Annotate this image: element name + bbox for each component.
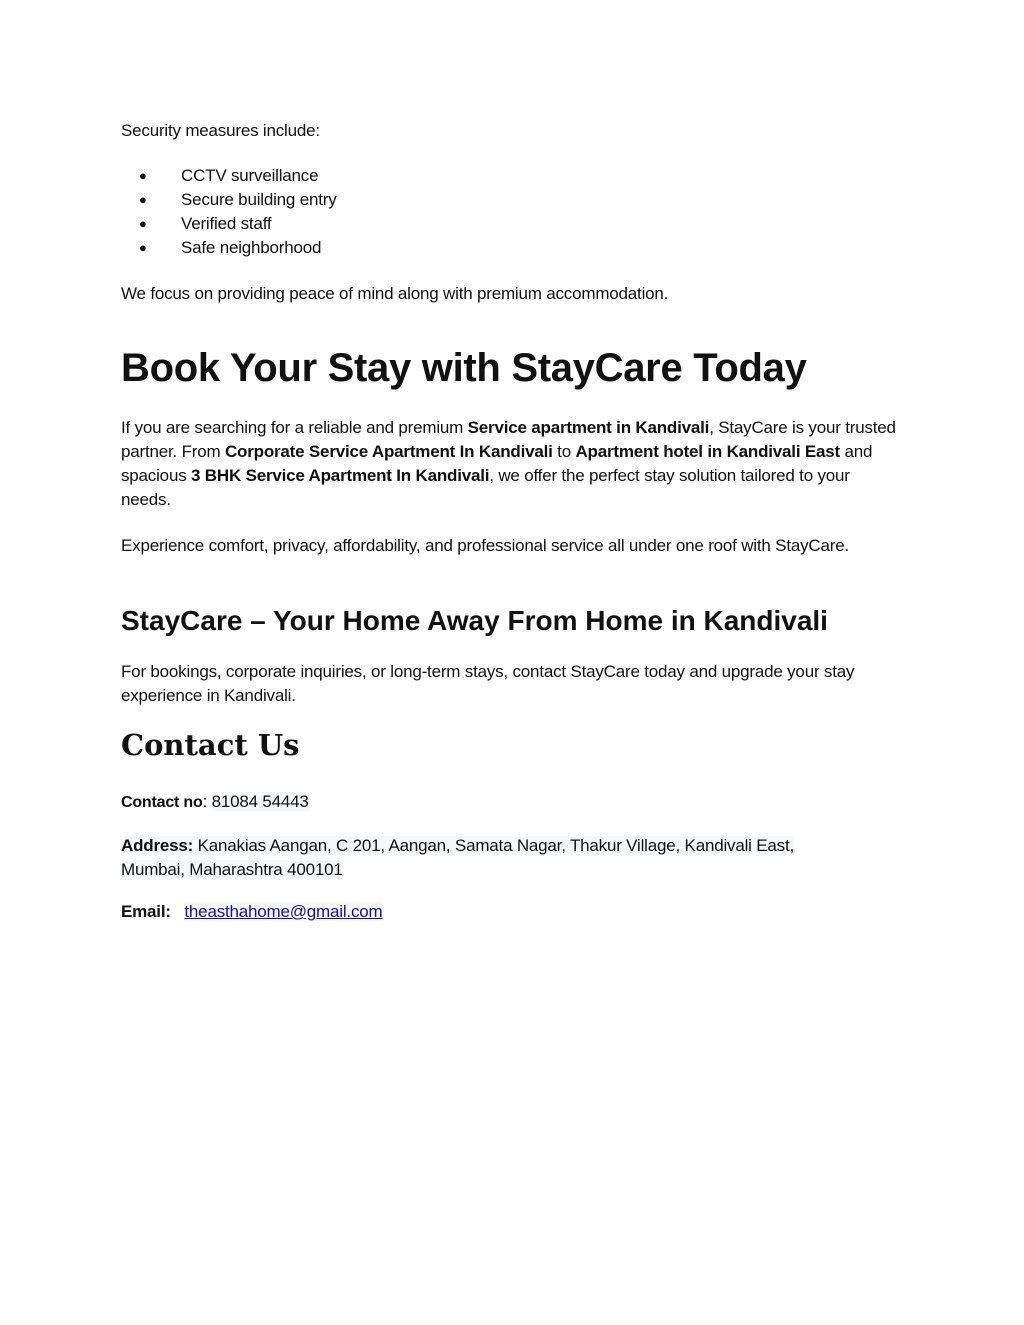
home-paragraph: For bookings, corporate inquiries, or long-term stays, contact StayCare today and upgrade your stay experience in Kandivali. <box>121 662 855 705</box>
home-heading: StayCare – Your Home Away From Home in Kandivali <box>121 605 828 636</box>
list-item: ● Safe neighborhood <box>121 236 901 260</box>
address-label: Address: <box>121 836 194 855</box>
text: If you are searching for a reliable and premium <box>121 418 468 437</box>
bold-text: Apartment hotel in Kandivali East <box>575 442 840 461</box>
phone-label: Contact no <box>121 794 203 811</box>
list-item: ● CCTV surveillance <box>121 164 901 188</box>
contact-phone: Contact no: 81084 54443 <box>121 792 309 811</box>
text: , StayCare is your trusted partner. From <box>121 418 896 461</box>
address-value: Kanakias Aangan, C 201, Aangan, Samata Nagar, Thakur Village, Kandivali East, Mumbai, Maharashtra 400101 <box>121 836 795 879</box>
security-intro: Security measures include: <box>121 121 320 140</box>
security-list <box>121 164 901 260</box>
book-paragraph-2: Experience comfort, privacy, affordability, and professional service all under one roof with StayCare. <box>121 536 849 555</box>
book-heading: Book Your Stay with StayCare Today <box>121 346 807 390</box>
email-label: Email: <box>121 902 171 921</box>
book-paragraph <box>121 416 901 512</box>
contact-email <box>121 900 901 924</box>
phone-value: 81084 54443 <box>211 792 309 811</box>
list-item: ● Verified staff <box>121 212 901 236</box>
text: and spacious <box>121 442 873 485</box>
contact-address <box>121 834 861 882</box>
bold-text: Service apartment in Kandivali <box>467 418 710 437</box>
text: to <box>552 442 576 461</box>
bold-text: Corporate Service Apartment In Kandivali <box>224 442 553 461</box>
security-closing: We focus on providing peace of mind along with premium accommodation. <box>121 284 669 303</box>
contact-heading: Contact Us <box>121 728 300 762</box>
list-item: ● Secure building entry <box>121 188 901 212</box>
email-link[interactable]: theasthahome@gmail.com <box>184 902 383 921</box>
text: , we offer the perfect stay solution tailored to your needs. <box>121 466 850 509</box>
bold-text: 3 BHK Service Apartment In Kandivali <box>191 466 490 485</box>
